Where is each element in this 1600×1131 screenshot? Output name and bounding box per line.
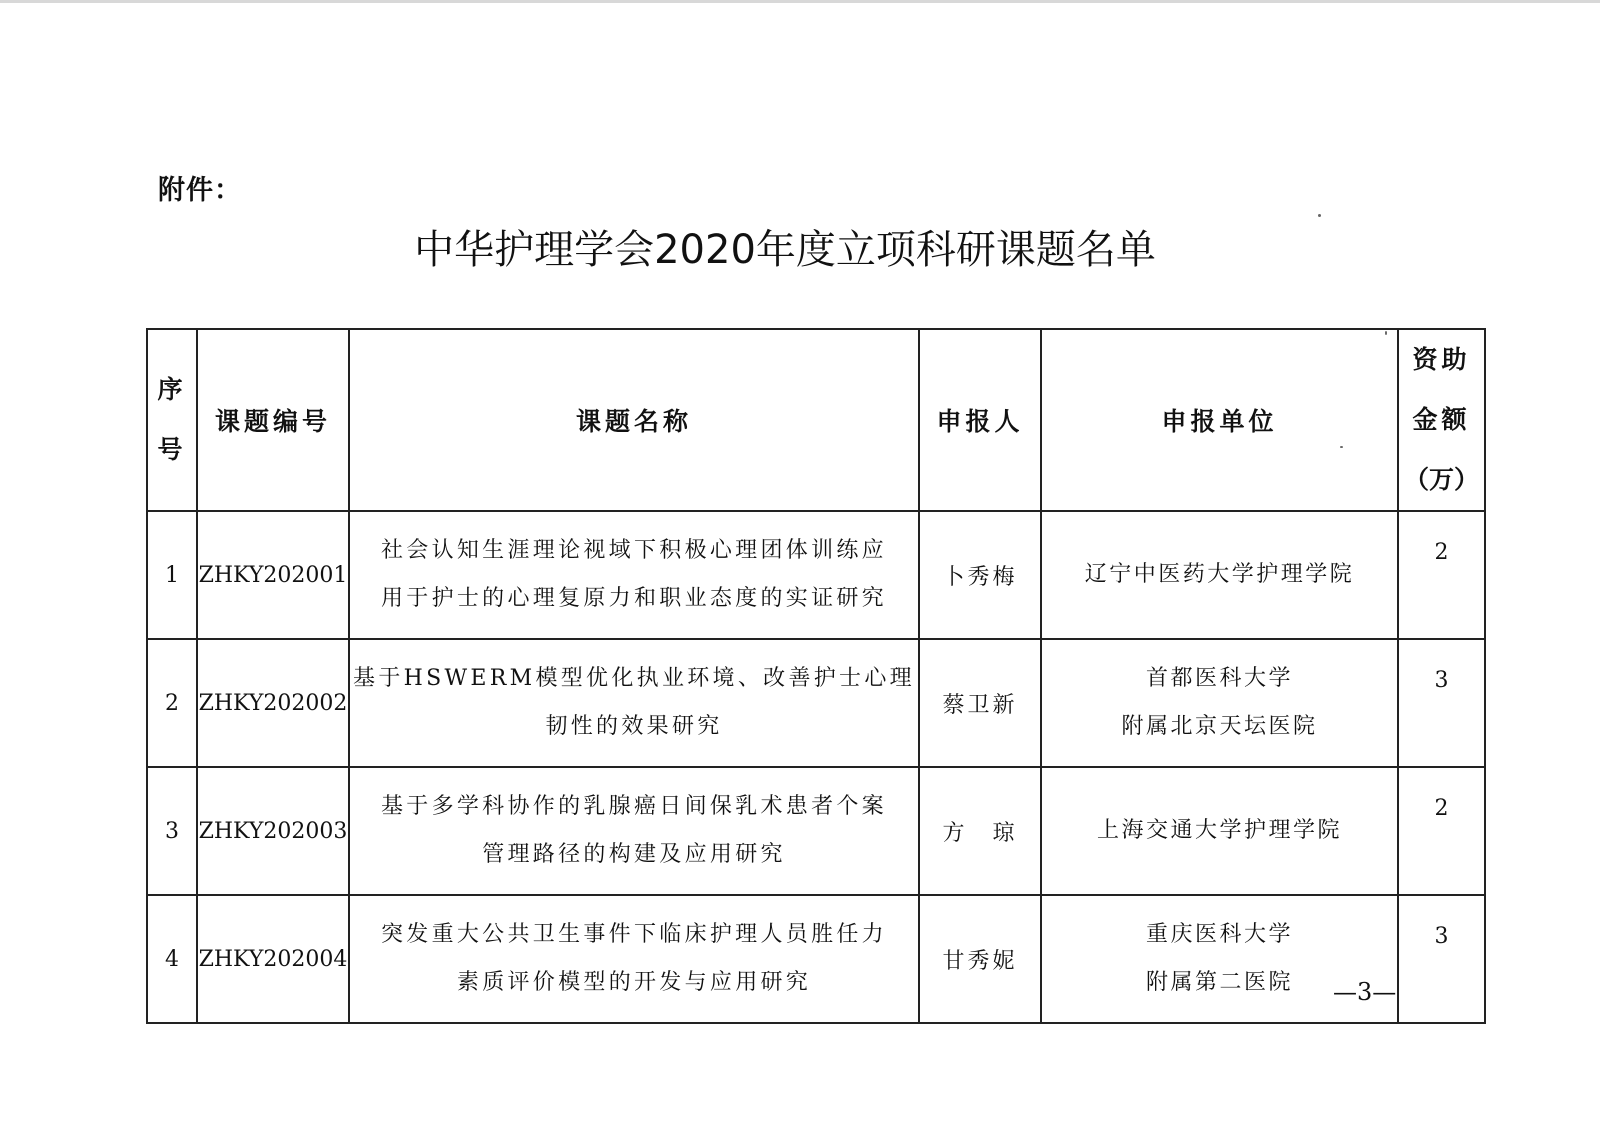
unit-line1: 辽宁中医药大学护理学院 (1084, 562, 1355, 587)
row-project-name (349, 511, 919, 639)
row-project-name (349, 639, 919, 767)
page-number: —3— (1333, 978, 1397, 1006)
project-name-line1: 突发重大公共卫生事件下临床护理人员胜任力 (380, 922, 887, 947)
project-name-line1: 基于HSWERM模型优化执业环境、改善护士心理 (353, 666, 915, 691)
row-seq: 3 (147, 767, 197, 895)
header-amount-line2: 金额 (1412, 405, 1471, 434)
row-code: ZHKY202001 (197, 511, 349, 639)
unit-line1: 重庆医科大学 (1145, 922, 1293, 947)
row-amount: 2 (1398, 511, 1485, 639)
grants-table (146, 328, 1486, 1024)
attachment-label: 附件： (158, 175, 242, 206)
document-title: 中华护理学会2020年度立项科研课题名单 (414, 227, 1156, 273)
row-code: ZHKY202003 (197, 767, 349, 895)
row-unit (1041, 511, 1398, 639)
table-row (147, 639, 1485, 767)
header-seq (147, 329, 197, 511)
project-name-line2: 素质评价模型的开发与应用研究 (456, 970, 812, 995)
header-name: 课题名称 (349, 329, 919, 511)
row-project-name (349, 767, 919, 895)
header-amount (1398, 329, 1485, 511)
unit-line2: 附属北京天坛医院 (1121, 714, 1318, 739)
table-row (147, 767, 1485, 895)
project-name-line2: 管理路径的构建及应用研究 (482, 842, 786, 867)
row-amount: 3 (1398, 895, 1485, 1023)
header-code: 课题编号 (197, 329, 349, 511)
row-seq: 4 (147, 895, 197, 1023)
header-amount-line3: （万） (1403, 465, 1479, 494)
unit-line1: 首都医科大学 (1145, 666, 1293, 691)
table-header-row (147, 329, 1485, 511)
table-row (147, 511, 1485, 639)
header-unit: 申报单位 (1041, 329, 1398, 511)
scan-top-edge (0, 0, 1600, 3)
header-seq-line1: 序 (157, 375, 187, 404)
row-code: ZHKY202004 (197, 895, 349, 1023)
row-applicant: 蔡卫新 (919, 639, 1041, 767)
scan-speck (1318, 214, 1321, 217)
header-amount-line1: 资助 (1412, 345, 1471, 374)
project-name-line2: 韧性的效果研究 (545, 714, 723, 739)
unit-line1: 上海交通大学护理学院 (1096, 818, 1342, 843)
table-row (147, 895, 1485, 1023)
unit-line2: 附属第二医院 (1145, 970, 1293, 995)
project-name-line2: 用于护士的心理复原力和职业态度的实证研究 (380, 586, 887, 611)
row-unit (1041, 639, 1398, 767)
row-seq: 2 (147, 639, 197, 767)
header-seq-line2: 号 (157, 435, 187, 464)
row-seq: 1 (147, 511, 197, 639)
row-applicant: 甘秀妮 (919, 895, 1041, 1023)
scan-speck (1385, 331, 1387, 335)
row-code: ZHKY202002 (197, 639, 349, 767)
row-applicant: 方 琼 (919, 767, 1041, 895)
header-applicant: 申报人 (919, 329, 1041, 511)
row-amount: 3 (1398, 639, 1485, 767)
project-name-line1: 社会认知生涯理论视域下积极心理团体训练应 (380, 538, 887, 563)
row-project-name (349, 895, 919, 1023)
scan-speck (1340, 446, 1343, 448)
row-unit (1041, 767, 1398, 895)
row-applicant: 卜秀梅 (919, 511, 1041, 639)
row-amount: 2 (1398, 767, 1485, 895)
project-name-line1: 基于多学科协作的乳腺癌日间保乳术患者个案 (380, 794, 887, 819)
